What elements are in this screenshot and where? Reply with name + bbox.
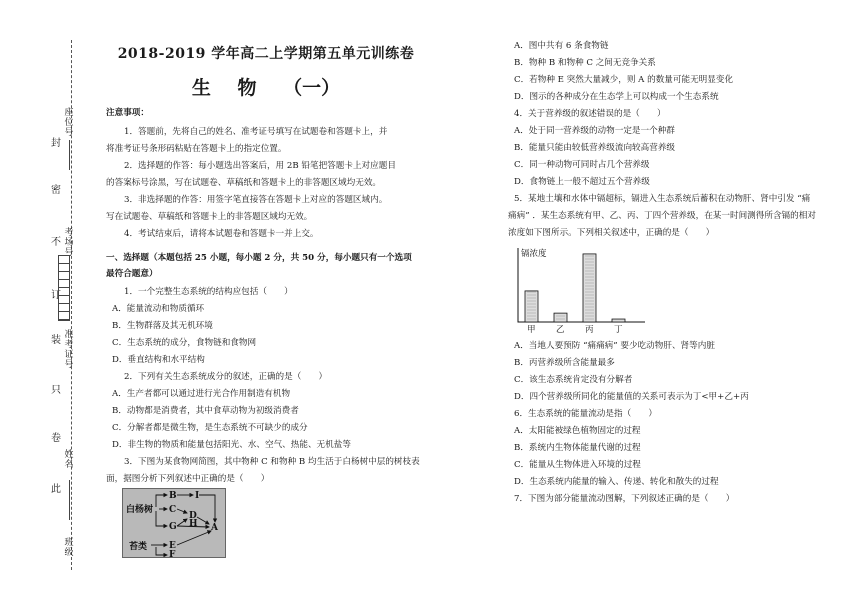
seal-char: 此: [51, 484, 61, 495]
option: C．能量从生物体进入环境的过程: [514, 460, 641, 470]
seal-char: 只: [51, 385, 61, 396]
chart-tick-label: 丙: [585, 325, 594, 335]
node-label: G: [169, 522, 177, 532]
class-label: 班级: [64, 538, 74, 558]
option: D．垂直结构和水平结构: [112, 355, 205, 365]
option: C．分解者都是微生物，是生态系统不可缺少的成分: [112, 423, 308, 433]
chart-bar-丁: [612, 319, 625, 322]
food-web-figure: [122, 488, 226, 558]
notice-line: 2．选择题的作答：每小题选出答案后，用 2B 铅笔把答题卡上对应题目: [124, 161, 396, 171]
exam-title: 2018-2019 学年高二上学期第五单元训练卷: [117, 46, 415, 62]
food-web-diagram: [123, 489, 225, 557]
question-stem: 痛病” ．某生态系统有甲、乙、丙、丁四个营养级，在某一时间测得所含镉的相对: [508, 211, 816, 221]
seal-char: 订: [51, 290, 61, 301]
cadmium-bar-chart: [505, 242, 655, 336]
section-heading: 一、选择题（本题包括 25 小题，每小题 2 分，共 50 分，每小题只有一个选项: [106, 253, 412, 263]
notice-line: 4．考试结束后，请将本试题卷和答题卡一并上交。: [124, 229, 319, 239]
seat-number-line: [69, 140, 70, 170]
option: A．生产者都可以通过进行光合作用制造有机物: [112, 389, 291, 399]
option: B．生物群落及其无机环境: [112, 321, 213, 331]
option: B．丙营养级所含能量最多: [514, 358, 615, 368]
edge-arrow: [156, 547, 167, 555]
chart-bar-甲: [525, 291, 538, 322]
section-heading: 最符合题意）: [106, 269, 158, 279]
option: A．当地人要预防 “痛痛病” 要少吃动物肝、肾等内脏: [514, 341, 715, 351]
node-label: C: [169, 505, 177, 515]
node-label: I: [195, 491, 200, 501]
node-label: H: [189, 519, 198, 529]
question-stem: 4．关于营养级的叙述错误的是（ ）: [514, 109, 666, 119]
chart-bar-乙: [554, 313, 567, 322]
subject-char: 物: [237, 77, 257, 99]
question-stem: 面，据图分析下列叙述中正确的是（ ）: [106, 474, 270, 484]
notice-line: 3．非选择题的作答：用签字笔直接答在答题卡上对应的答题区域内。: [124, 195, 388, 205]
seal-char: 装: [51, 335, 61, 346]
question-stem: 5．某地土壤和水体中镉超标，镉进入生态系统后蓄积在动物肝、肾中引发 “痛: [514, 194, 811, 204]
name-line: [69, 480, 70, 520]
option: A．处于同一营养级的动物一定是一个种群: [514, 126, 675, 136]
notice-heading: 注意事项：: [106, 108, 149, 118]
notice-line: 的答案标号涂黑，写在试题卷、草稿纸和答题卡上的非答题区域均无效。: [106, 178, 382, 188]
seat-number-label: 座位号: [64, 108, 74, 138]
seal-char: 不: [51, 237, 61, 248]
node-label: F: [169, 550, 176, 557]
edge-arrow: [156, 511, 167, 526]
option: D．生态系统内能量的输入、传递、转化和散失的过程: [514, 477, 719, 487]
question-stem: 3．下图为某食物网简图，其中物种 C 和物种 B 均生活于白杨树中层的树枝表: [124, 457, 420, 467]
notice-line: 1．答题前，先将自己的姓名、准考证号填写在试题卷和答题卡上，并: [124, 127, 388, 137]
option: C．该生态系统肯定没有分解者: [514, 375, 633, 385]
node-label: A: [211, 523, 218, 533]
edge-arrow: [156, 495, 167, 507]
edge-arrow: [199, 495, 215, 522]
option: A．图中共有 6 条食物链: [514, 41, 609, 51]
chart-bar-丙: [583, 254, 596, 322]
option: C．同一种动物可同时占几个营养级: [514, 160, 650, 170]
node-label: 苔类: [129, 542, 148, 552]
edge-arrow: [177, 509, 187, 513]
node-label: E: [169, 541, 176, 551]
chart-tick-label: 乙: [556, 325, 565, 335]
option: B．动物都是消费者，其中食草动物为初级消费者: [112, 406, 299, 416]
edge-arrow: [197, 517, 209, 524]
option: B．能量只能由较低营养级流向较高营养级: [514, 143, 676, 153]
subject-title: [106, 73, 426, 100]
name-label: 姓名: [64, 450, 74, 470]
option: D．非生物的物质和能量包括阳光、水、空气、热能、无机盐等: [112, 440, 351, 450]
subject-char: 生: [191, 77, 211, 99]
edge-arrow: [177, 519, 187, 526]
notice-line: 写在试题卷、草稿纸和答题卡上的非答题区域均无效。: [106, 212, 313, 222]
option: B．物种 B 和物种 C 之间无竞争关系: [514, 58, 656, 68]
option: C．若物种 E 突然大量减少，则 A 的数量可能无明显变化: [514, 75, 734, 85]
node-label: 白杨树: [126, 505, 154, 515]
binding-margin: [0, 0, 100, 607]
question-stem: 浓度如下图所示。下列相关叙述中，正确的是（ ）: [508, 228, 715, 238]
seal-char: 封: [51, 138, 61, 149]
exam-id-label: 准考证号: [64, 330, 74, 370]
chart-tick-label: 甲: [527, 325, 536, 335]
edge-arrow: [177, 531, 211, 545]
option: D．图示的各种成分在生态学上可以构成一个生态系统: [514, 92, 719, 102]
node-label: D: [189, 511, 197, 521]
exam-room-label: 考场号: [64, 228, 74, 258]
question-stem: 2．下列有关生态系统成分的叙述，正确的是（ ）: [124, 372, 328, 382]
option: C．生态系统的成分，食物链和食物网: [112, 338, 257, 348]
notice-line: 将准考证号条形码粘贴在答题卡上的指定位置。: [106, 144, 287, 154]
subject-char: （一）: [283, 77, 341, 99]
option: A．太阳能被绿色植物固定的过程: [514, 426, 641, 436]
chart-ylabel: 镉浓度: [521, 249, 547, 259]
option: A．能量流动和物质循环: [112, 304, 205, 314]
option: B．系统内生物体能量代谢的过程: [514, 443, 641, 453]
node-label: B: [169, 491, 177, 501]
seal-char: 密: [51, 185, 61, 196]
question-stem: 6．生态系统的能量流动是指（ ）: [514, 409, 657, 419]
exam-number-grid: [58, 255, 70, 321]
option: D．食物链上一般不超过五个营养级: [514, 177, 650, 187]
option: D．四个营养级所同化的能量值的关系可表示为丁<甲+乙+丙: [514, 392, 749, 402]
seal-char: 卷: [51, 433, 61, 444]
question-stem: 7．下图为部分能量流动图解，下列叙述正确的是（ ）: [514, 494, 735, 504]
chart-tick-label: 丁: [614, 325, 623, 335]
question-stem: 1．一个完整生态系统的结构应包括（ ）: [124, 287, 293, 297]
